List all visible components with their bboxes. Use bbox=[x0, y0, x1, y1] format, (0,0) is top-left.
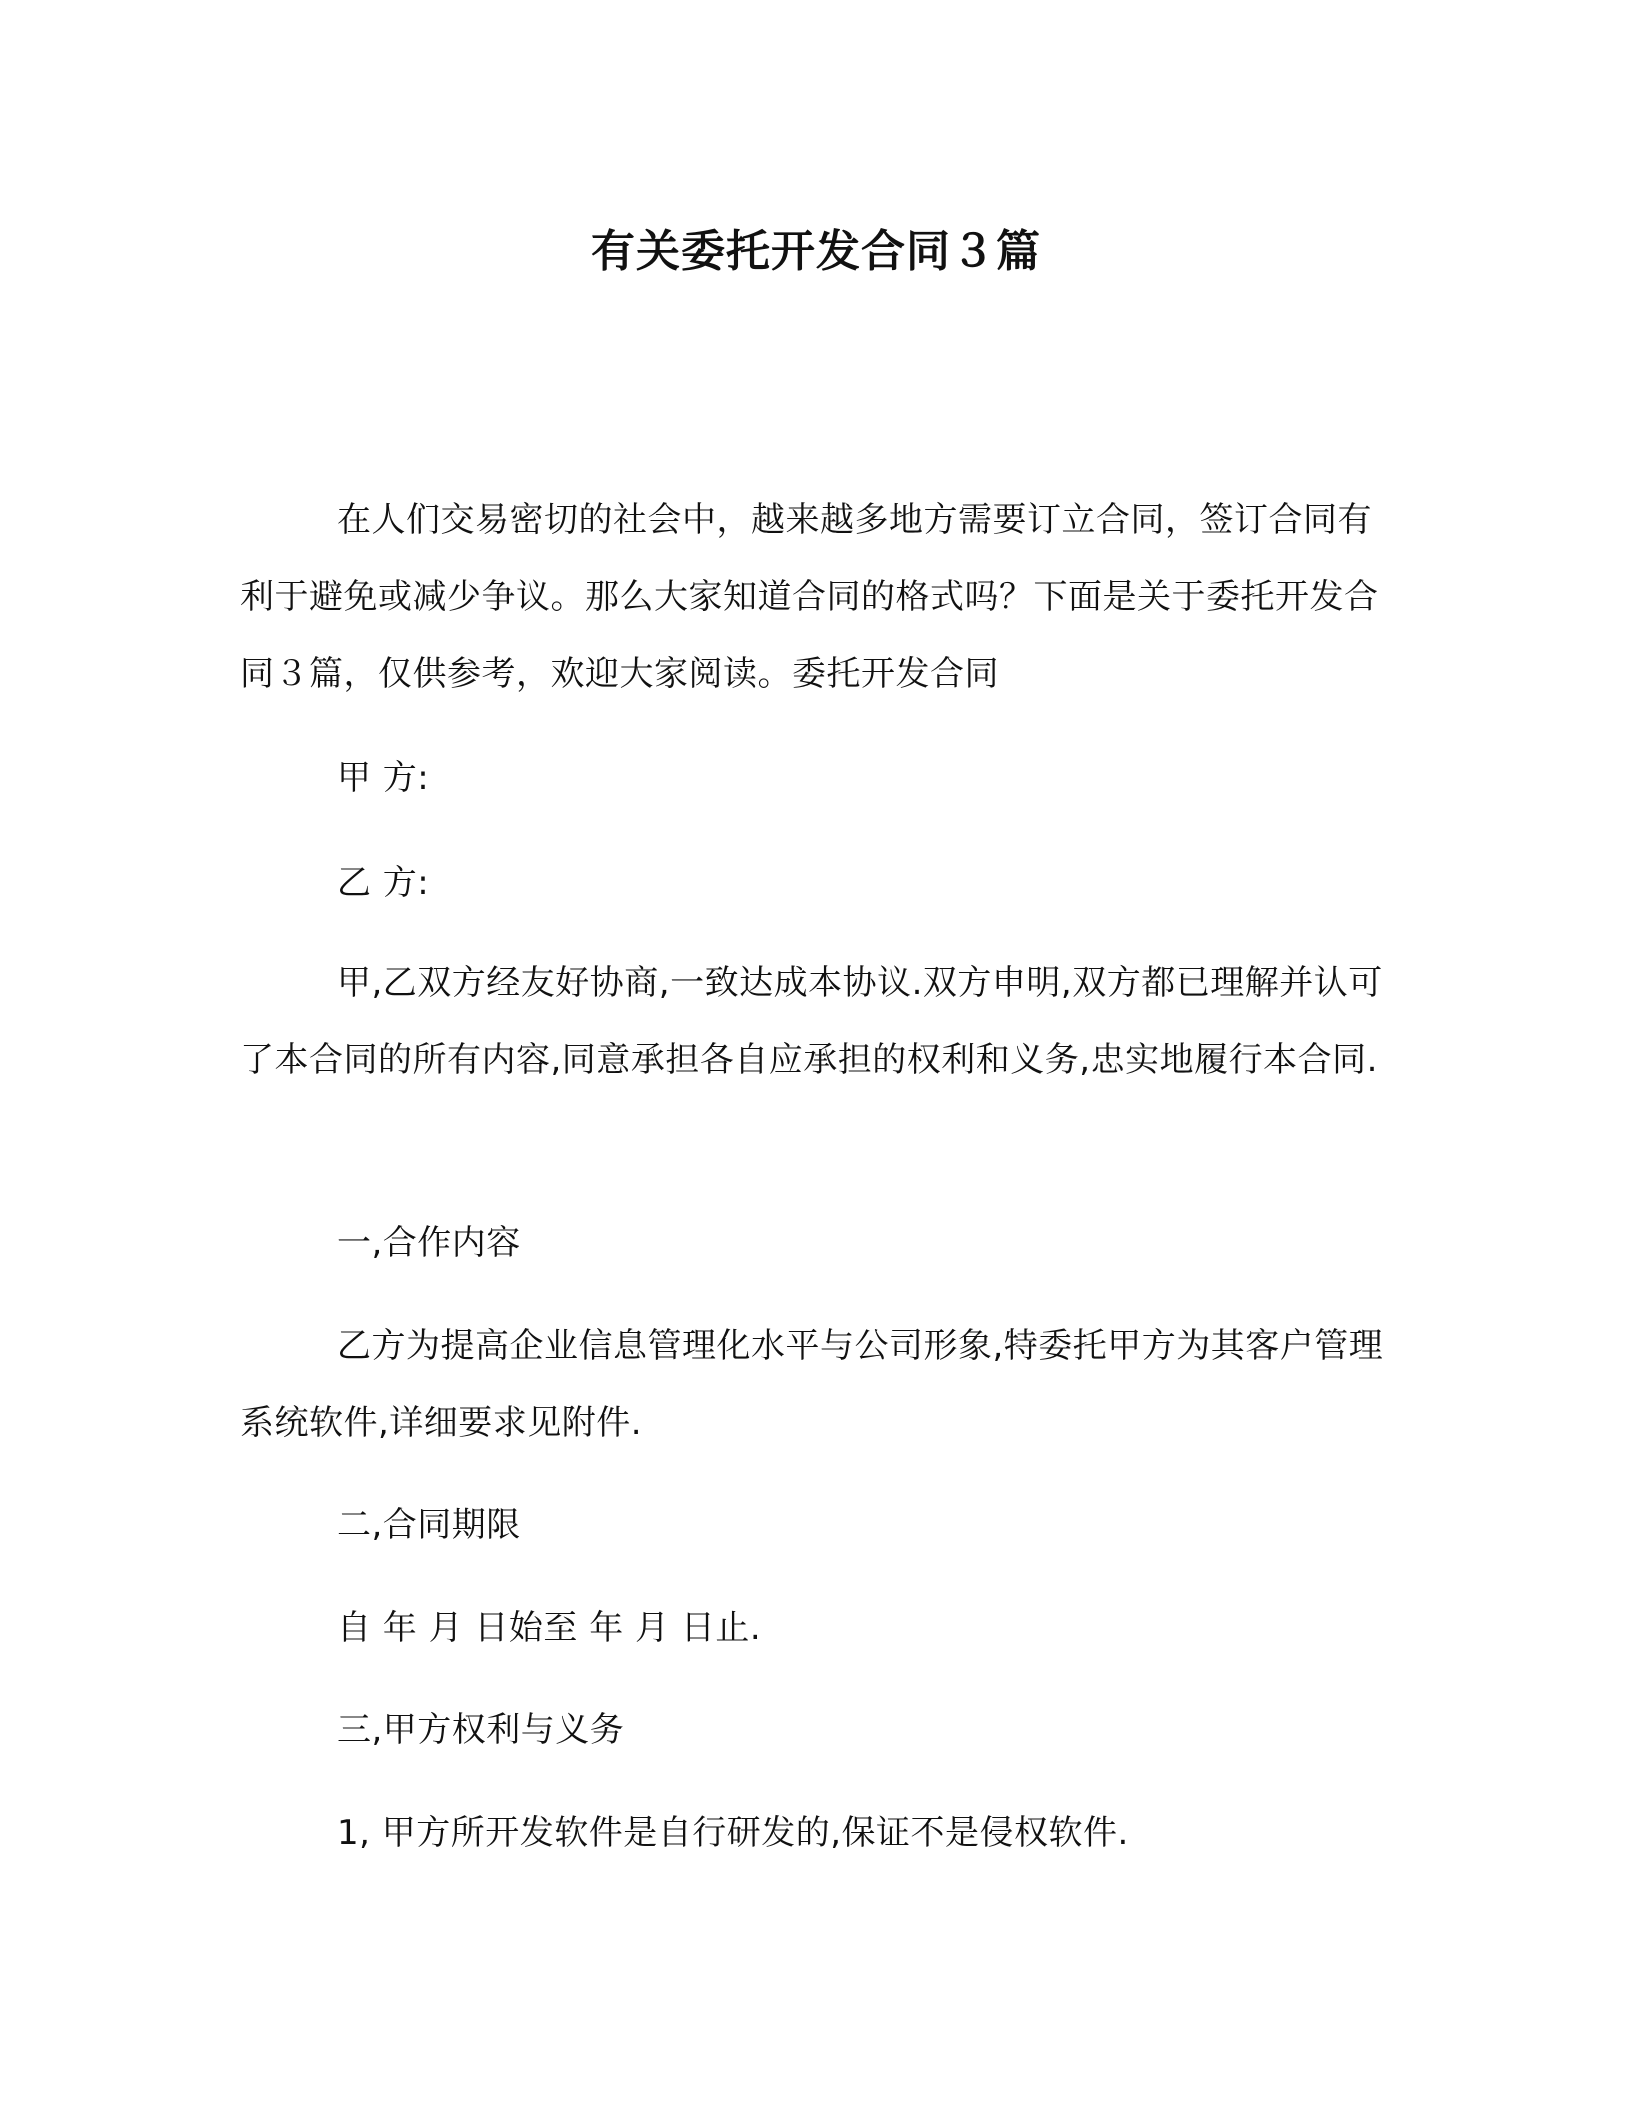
party-b-line: 乙 方: bbox=[337, 863, 430, 903]
section-heading-party-a-rights: 三,甲方权利与义务 bbox=[337, 1710, 625, 1750]
party-a-line: 甲 方: bbox=[337, 758, 430, 798]
section-heading-cooperation: 一,合作内容 bbox=[337, 1223, 521, 1263]
term-paragraph: 自 年 月 日始至 年 月 日止. bbox=[337, 1608, 762, 1648]
intro-paragraph: 在人们交易密切的社会中，越来越多地方需要订立合同，签订合同有利于避免或减少争议。那么大家知道合同的格式吗？下面是关于委托开发合同３篇，仅供参考，欢迎大家阅读。委托开发合同 bbox=[240, 500, 1379, 694]
party-a-rights-item-1: 1, 甲方所开发软件是自行研发的,保证不是侵权软件. bbox=[337, 1813, 1129, 1853]
section-heading-term: 二,合同期限 bbox=[337, 1505, 521, 1545]
cooperation-paragraph: 乙方为提高企业信息管理化水平与公司形象,特委托甲方为其客户管理系统软件,详细要求见附件. bbox=[240, 1326, 1384, 1443]
agreement-paragraph: 甲,乙双方经友好协商,一致达成本协议.双方申明,双方都已理解并认可了本合同的所有内容,同意承担各自应承担的权利和义务,忠实地履行本合同. bbox=[240, 963, 1383, 1080]
document-title: 有关委托开发合同３篇 bbox=[591, 226, 1041, 277]
